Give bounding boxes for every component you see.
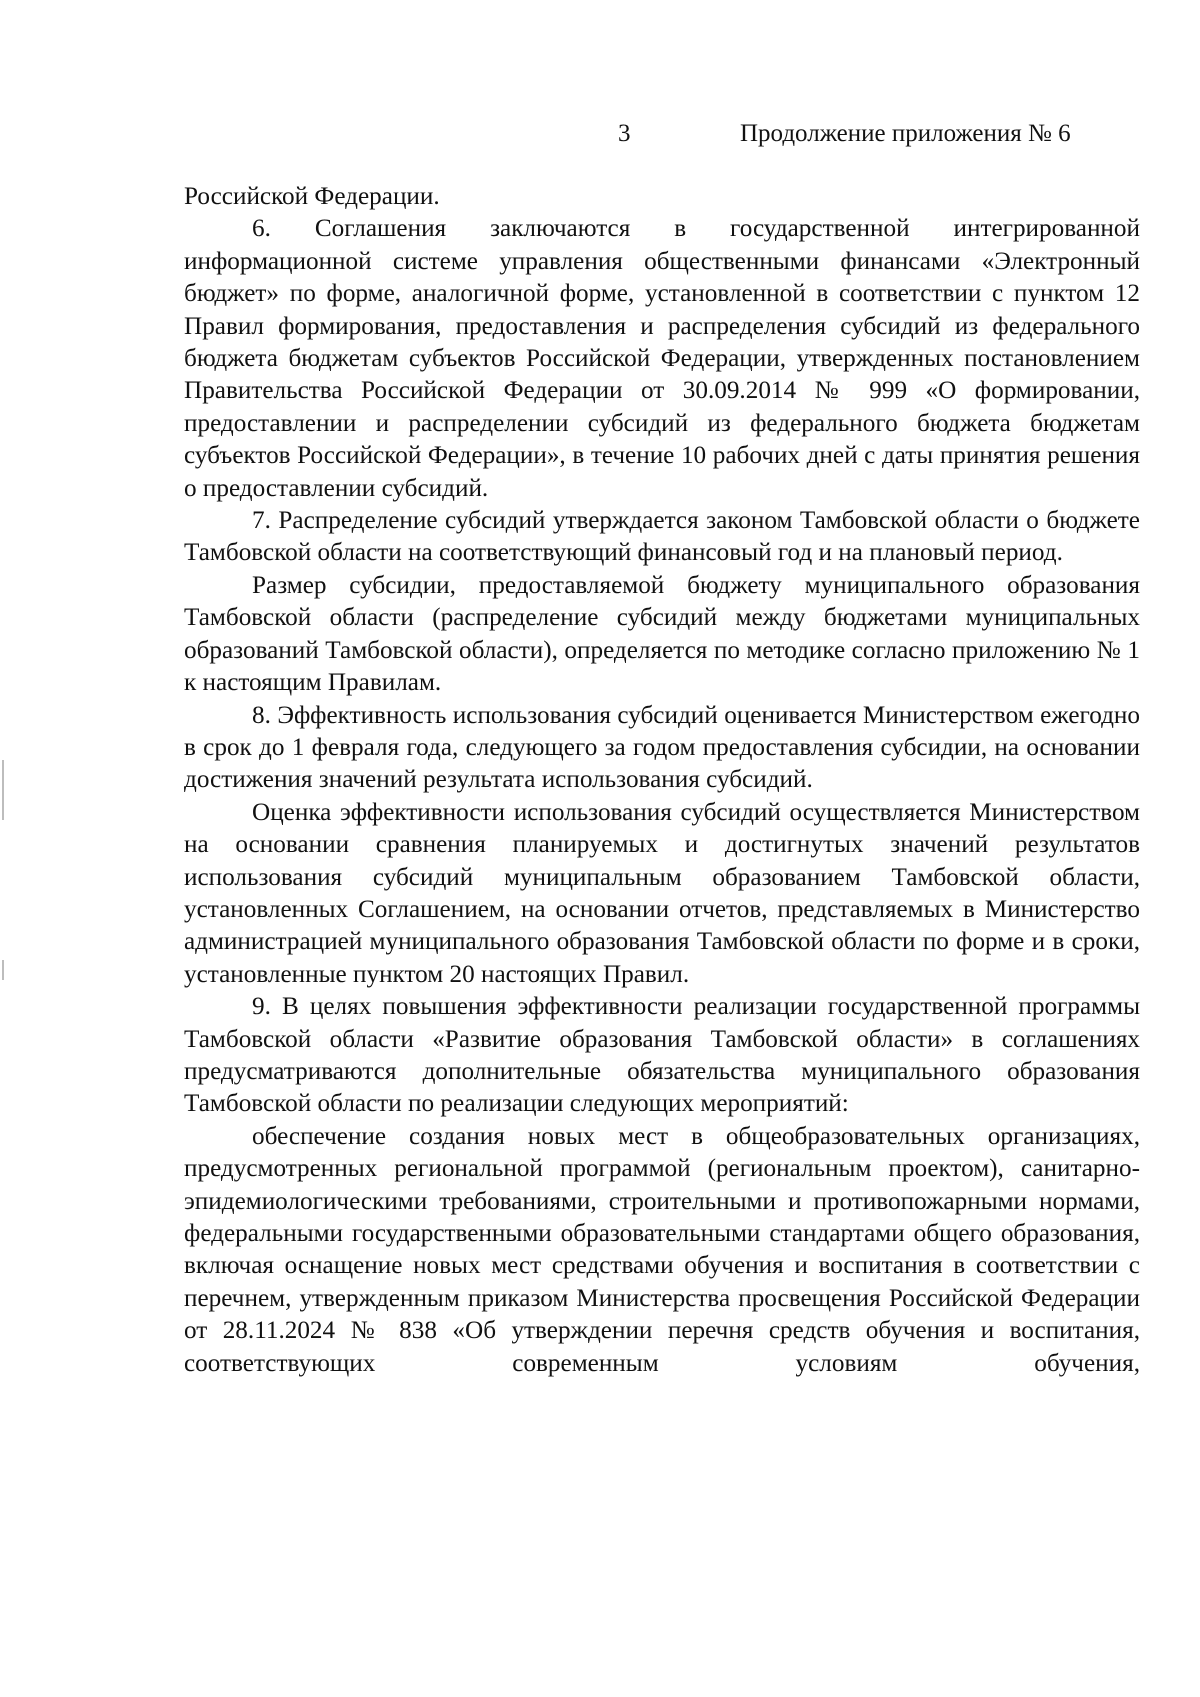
paragraph: 6. Соглашения заключаются в государственной интегрированной информационной системе управления общественными финансами «Электронный бюджет» по форме, аналогичной форме, установленной в соответствии с пунктом 12 Правил формирования, предоставления и распределения субсидий из федерального бюджета бюджетам субъектов Российской Федерации, утвержденных постановлением Правительства Российской Федерации от 30.09.2014 № 999 «О формировании, предоставлении и распределении субсидий из федерального бюджета бюджетам субъектов Российской Федерации», в течение 10 рабочих дней с даты принятия решения о предоставлении субсидий. [184,215,1140,502]
paragraph: 7. Распределение субсидий утверждается законом Тамбовской области о бюджете Тамбовской области на соответствующий финансовый год и на плановый период. [184,507,1140,567]
paragraph: Российской Федерации. [184,183,440,210]
paragraph: Оценка эффективности использования субсидий осуществляется Министерством на основании сравнения планируемых и достигнутых значений результатов использования субсидий муниципальным образованием Тамбовской области, установленных Соглашением, на основании отчетов, представляемых в Министерство администрацией муниципального образования Тамбовской области по форме и в сроки, установленные пунктом 20 настоящих Правил. [184,798,1140,988]
document-body [184,181,1140,1380]
page-number: 3 [618,120,631,147]
paragraph: 9. В целях повышения эффективности реализации государственной программы Тамбовской области «Развитие образования Тамбовской области» в соглашениях предусматриваются дополнительные обязательства муниципального образования Тамбовской области по реализации следующих мероприятий: [184,993,1140,1118]
paragraph: обеспечение создания новых мест в общеобразовательных организациях, предусмотренных региональной программой (региональным проектом), санитарно-эпидемиологическими требованиями, строительными и противопожарными нормами, федеральными государственными образовательными стандартами общего образования, включая оснащение новых мест средствами обучения и воспитания в соответствии с перечнем, утвержденным приказом Министерства просвещения Российской Федерации от 28.11.2024 № 838 «Об утверждении перечня средств обучения и воспитания, соответствующих современным условиям обучения, [184,1122,1140,1377]
appendix-continuation-note: Продолжение приложения № 6 [740,120,1071,147]
paragraph: Размер субсидии, предоставляемой бюджету муниципального образования Тамбовской области (распределение субсидий между бюджетами муниципальных образований Тамбовской области), определяется по методике согласно приложению № 1 к настоящим Правилам. [184,571,1140,697]
scan-artifact [2,960,4,980]
paragraph: 8. Эффективность использования субсидий оценивается Министерством ежегодно в срок до 1 февраля года, следующего за годом предоставления субсидии, на основании достижения значений результата использования субсидий. [184,701,1140,794]
scan-artifact [2,760,4,820]
